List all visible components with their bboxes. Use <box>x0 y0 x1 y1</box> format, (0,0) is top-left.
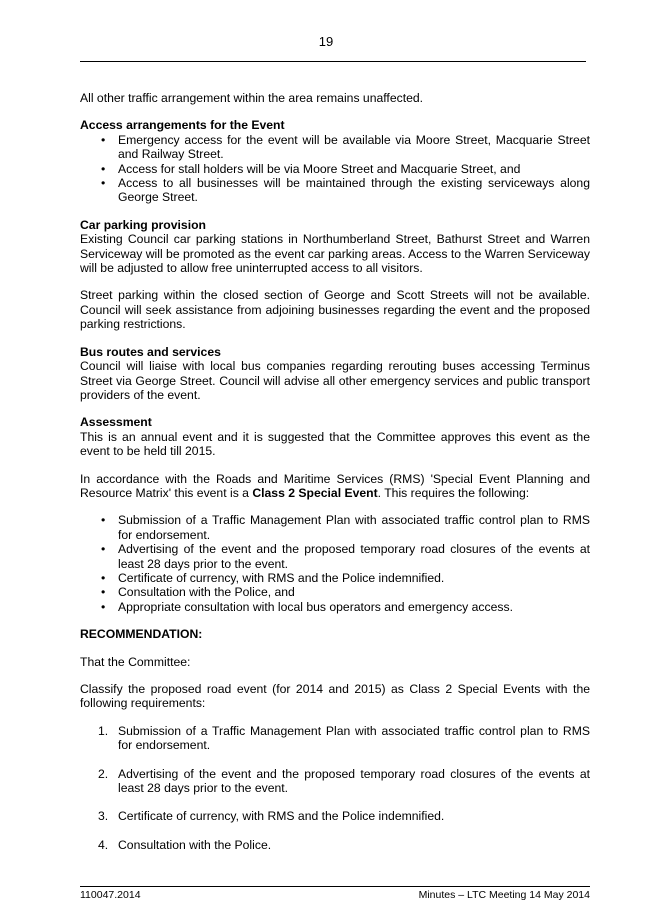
item-number: 4. <box>98 837 109 852</box>
footer-divider <box>80 886 590 887</box>
parking-heading: Car parking provision <box>80 217 206 232</box>
list-item: • Certificate of currency, with RMS and the Police indemnified. <box>80 571 590 585</box>
assessment-paragraph-2 <box>80 472 590 501</box>
assessment-heading: Assessment <box>80 415 152 430</box>
item-text: Submission of a Traffic Management Plan with associated traffic control plan to RMS for endorsement. <box>118 723 590 753</box>
requirements-list <box>80 724 590 852</box>
list-item: • Access for stall holders will be via Moore Street and Macquarie Street, and <box>80 162 590 176</box>
page-number: 19 <box>318 34 334 49</box>
intro-paragraph: All other traffic arrangement within the area remains unaffected. <box>80 91 424 105</box>
list-item <box>80 809 590 823</box>
list-item: • Access to all businesses will be maintained through the existing serviceways along George Street. <box>80 176 590 205</box>
item-text: Certificate of currency, with RMS and the Police indemnified. <box>118 809 445 824</box>
access-list <box>80 133 590 205</box>
assessment-text-end: . This requires the following: <box>377 485 530 500</box>
list-item <box>80 767 590 796</box>
item-text: Advertising of the event and the proposed temporary road closures of the events at least 28 days prior to the event. <box>118 766 590 796</box>
assessment-list <box>80 513 590 614</box>
item-number: 2. <box>98 766 109 781</box>
recommendation-paragraph: Classify the proposed road event (for 2014 and 2015) as Class 2 Special Events with the following requirements: <box>80 682 590 711</box>
list-item: • Consultation with the Police, and <box>80 585 590 599</box>
item-number: 1. <box>98 723 109 738</box>
parking-paragraph-1: Existing Council car parking stations in Northumberland Street, Bathurst Street and Warren Serviceway will be promoted as the event car parking areas. Access to the Warren Serviceway will be adjusted to allow free uninterrupted access to all visitors. <box>80 232 590 276</box>
list-item: • Emergency access for the event will be available via Moore Street, Macquarie Street and Railway Street. <box>80 133 590 162</box>
bus-paragraph: Council will liaise with local bus companies regarding rerouting buses accessing Terminus Street via George Street. Council will advise all other emergency services and public transport providers of the event. <box>80 359 590 402</box>
item-number: 3. <box>98 809 109 824</box>
item-text: Consultation with the Police. <box>118 837 272 852</box>
assessment-text: In accordance with the Roads and Maritime Services (RMS) 'Special Event Planning and Resource Matrix' this event is a <box>80 471 590 500</box>
recommendation-lead: That the Committee: <box>80 654 191 669</box>
meeting-reference: Minutes – LTC Meeting 14 May 2014 <box>418 889 590 901</box>
list-item: • Appropriate consultation with local bus operators and emergency access. <box>80 600 590 614</box>
recommendation-heading: RECOMMENDATION: <box>80 627 203 642</box>
assessment-paragraph-1: This is an annual event and it is suggested that the Committee approves this event as the event to be held till 2015. <box>80 429 590 459</box>
bus-heading: Bus routes and services <box>80 344 221 359</box>
document-body <box>80 91 590 866</box>
list-item <box>80 838 590 852</box>
access-heading: Access arrangements for the Event <box>80 118 285 133</box>
list-item: • Advertising of the event and the proposed temporary road closures of the events at least 28 days prior to the event. <box>80 542 590 571</box>
list-item: • Submission of a Traffic Management Plan with associated traffic control plan to RMS for endorsement. <box>80 513 590 542</box>
document-reference: 110047.2014 <box>80 889 141 901</box>
header-divider <box>80 61 586 62</box>
parking-paragraph-2: Street parking within the closed section of George and Scott Streets will not be available. Council will seek assistance from adjoining businesses regarding the event and the proposed parking restrictions. <box>80 288 590 332</box>
class-label: Class 2 Special Event <box>252 485 378 500</box>
list-item <box>80 724 590 753</box>
